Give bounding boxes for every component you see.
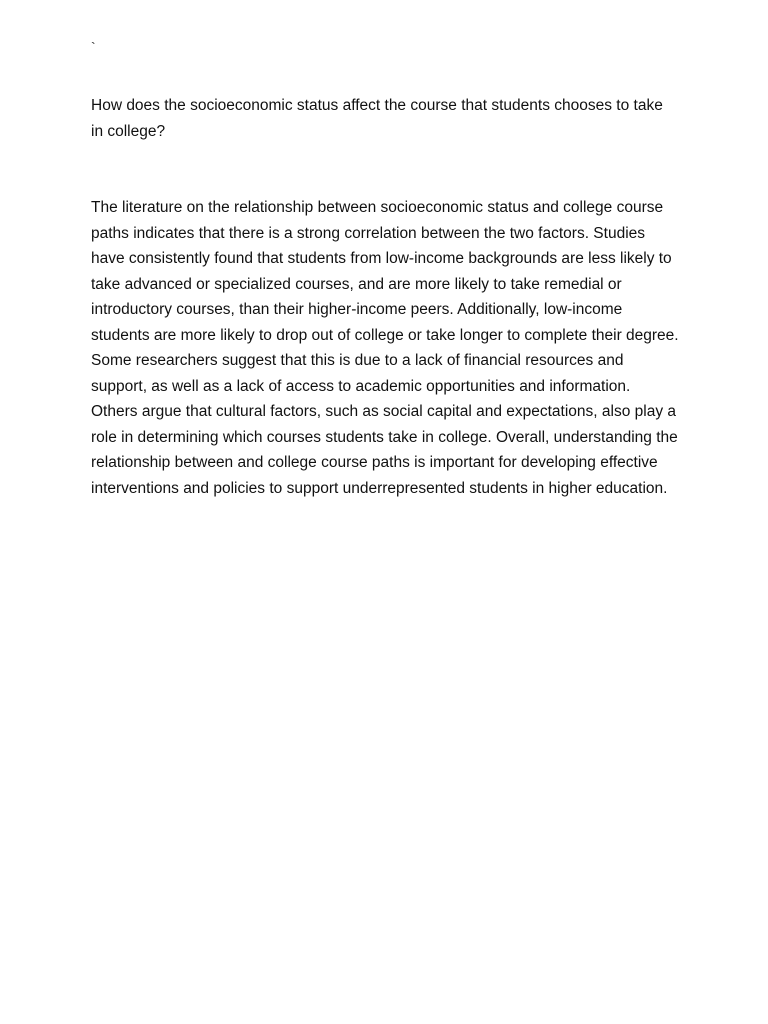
stray-mark: `: [91, 39, 96, 55]
question-heading: How does the socioeconomic status affect the course that students chooses to take in college?: [91, 97, 663, 140]
body-paragraph: The literature on the relationship between socioeconomic status and college course paths indicates that there is a strong correlation between the two factors. Studies have consistently found that students from low-income backgrounds are less likely to take advanced or specialized courses, and are more likely to take remedial or introductory courses, than their higher-income peers. Additionally, low-income students are more likely to drop out of college or take longer to complete their degree. Some researchers suggest that this is due to a lack of financial resources and support, as well as a lack of access to academic opportunities and information. Others argue that cultural factors, such as social capital and expectations, also play a role in determining which courses students take in college. Overall, understanding the relationship between and college course paths is important for developing effective interventions and policies to support underrepresented students in higher education.: [91, 199, 679, 497]
